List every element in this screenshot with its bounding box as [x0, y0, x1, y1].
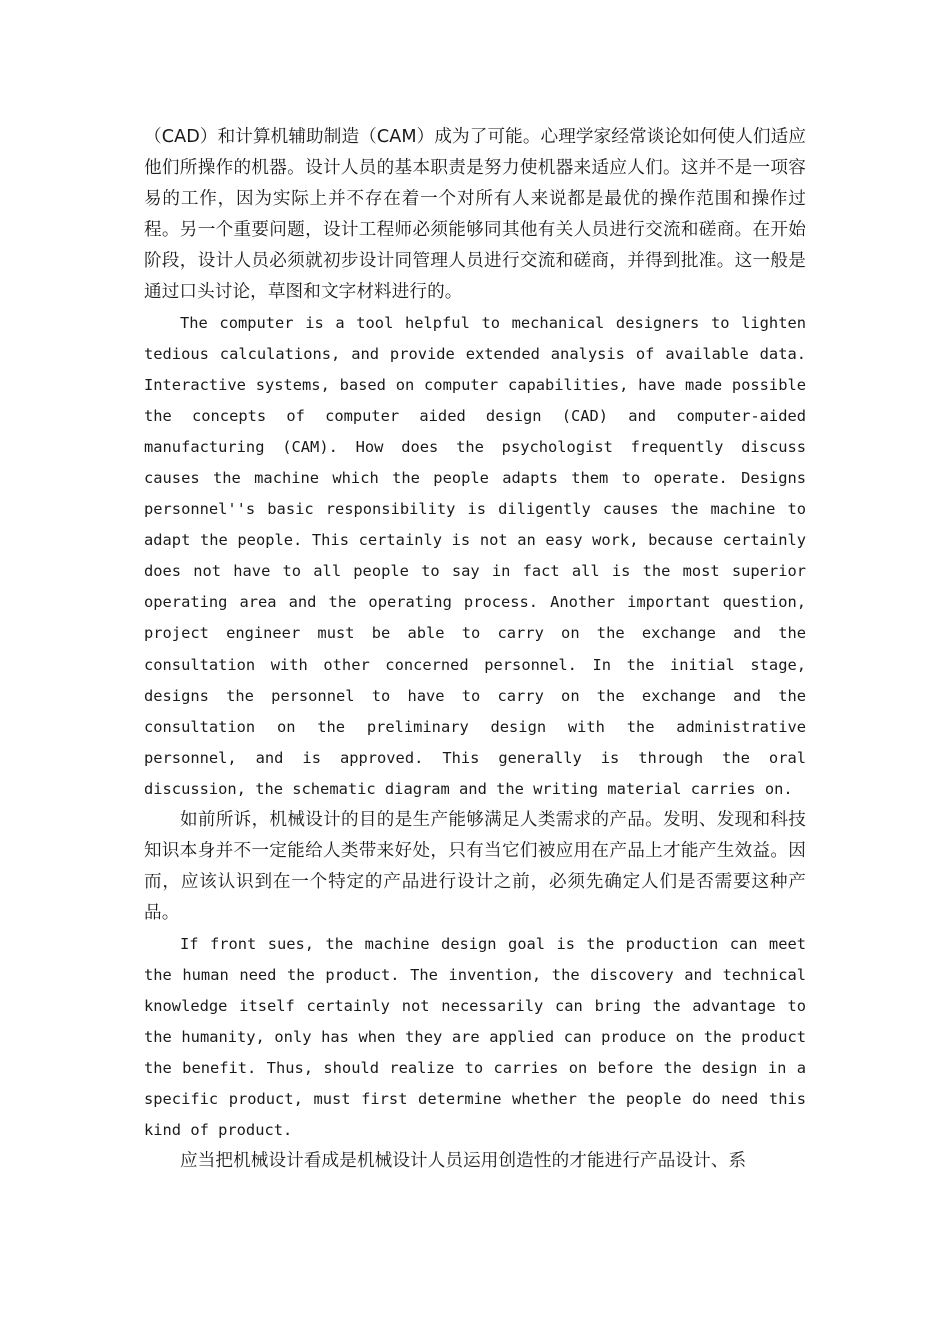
paragraph-english-1: The computer is a tool helpful to mechanical designers to lighten tedious calculations, and provide extended analysis of available data. Interactive systems, based on computer capabilities, have made possible the concepts of computer aided design (CAD) and computer-aided manufacturing (CAM). How does the psychologist frequently discuss causes the machine which the people adapts them to operate. Designs personnel''s basic responsibility is diligently causes the machine to adapt the people. This certainly is not an easy work, because certainly does not have to all people to say in fact all is the most superior operating area and the operating process. Another important question, project engineer must be able to carry on the exchange and the consultation with other concerned personnel. In the initial stage, designs the personnel to have to carry on the exchange and the consultation on the preliminary design with the administrative personnel, and is approved. This generally is through the oral discussion, the schematic diagram and the writing material carries on.	[144, 314, 806, 798]
paragraph-chinese-2: 如前所诉，机械设计的目的是生产能够满足人类需求的产品。发明、发现和科技知识本身并不一定能给人类带来好处，只有当它们被应用在产品上才能产生效益。因而，应该认识到在一个特定的产品进行设计之前，必须先确定人们是否需要这种产品。	[144, 809, 806, 923]
paragraph-chinese-3: 应当把机械设计看成是机械设计人员运用创造性的才能进行产品设计、系	[180, 1151, 747, 1172]
paragraph-chinese-1: （CAD）和计算机辅助制造（CAM）成为了可能。心理学家经常谈论如何使人们适应他们所操作的机器。设计人员的基本职责是努力使机器来适应人们。这并不是一项容易的工作，因为实际上并不存在着一个对所有人来说都是最优的操作范围和操作过程。另一个重要问题，设计工程师必须能够同其他有关人员进行交流和磋商。在开始阶段，设计人员必须就初步设计同管理人员进行交流和磋商，并得到批准。这一般是通过口头讨论，草图和文字材料进行的。	[144, 127, 806, 302]
paragraph-english-2: If front sues, the machine design goal is the production can meet the human need the product. The invention, the discovery and technical knowledge itself certainly not necessarily can bring the advantage to the humanity, only has when they are applied can produce on the product the benefit. Thus, should realize to carries on before the design in a specific product, must first determine whether the people do need this kind of product.	[144, 934, 806, 1140]
page-body	[144, 122, 806, 1177]
